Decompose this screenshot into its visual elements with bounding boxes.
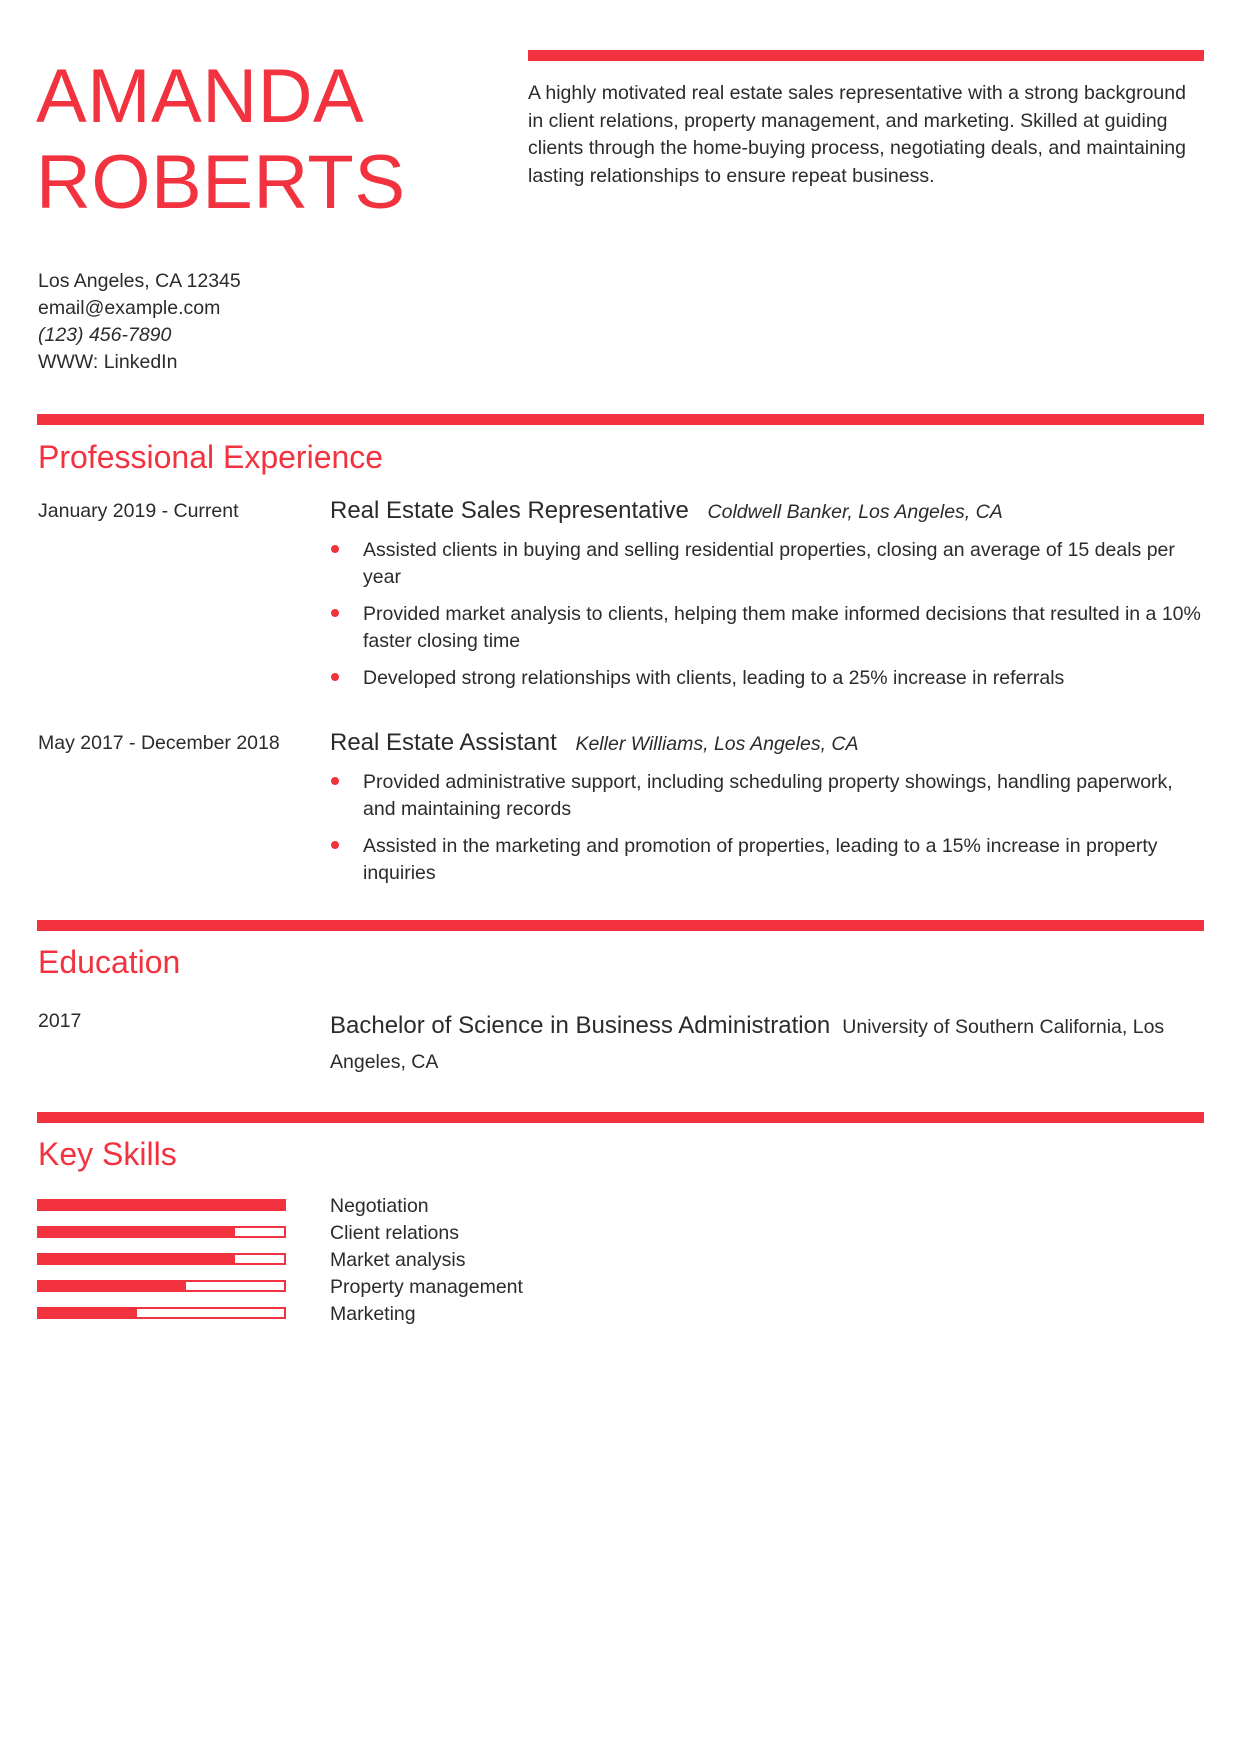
skill-level-bar [37, 1307, 286, 1319]
education-year: 2017 [38, 1010, 82, 1032]
education-details [330, 1008, 1204, 1080]
section-heading-skills: Key Skills [38, 1136, 177, 1172]
skill-row [37, 1220, 1204, 1247]
bullet-icon [331, 841, 339, 849]
section-rule-skills [37, 1112, 1204, 1123]
section-rule-experience [37, 414, 1204, 425]
section-heading-experience: Professional Experience [38, 439, 384, 475]
skill-row [37, 1247, 1204, 1274]
bullet-text: Provided administrative support, including scheduling property showings, handling paperwork, and maintaining records [363, 771, 1173, 820]
job-dates: May 2017 - December 2018 [38, 732, 280, 754]
skill-level-bar [37, 1226, 286, 1238]
bullet-icon [331, 545, 339, 553]
skill-row [37, 1274, 1204, 1301]
job-company: Keller Williams, Los Angeles, CA [575, 733, 859, 755]
skill-name: Market analysis [330, 1249, 466, 1271]
skill-name: Marketing [330, 1303, 416, 1325]
skill-name: Property management [330, 1276, 523, 1298]
contact-address: Los Angeles, CA 12345 [38, 270, 241, 292]
job-dates: January 2019 - Current [38, 500, 239, 522]
bullet-icon [331, 609, 339, 617]
header-rule [528, 50, 1204, 61]
education-school: University of Southern California, Los Angeles, CA [330, 1016, 1165, 1073]
skill-level-fill [39, 1282, 186, 1290]
job-title: Real Estate Sales Representative [330, 497, 689, 524]
bullet-text: Developed strong relationships with clients, leading to a 25% increase in referrals [363, 667, 1065, 689]
list-item [330, 665, 1204, 692]
contact-website[interactable]: WWW: LinkedIn [38, 351, 178, 373]
job-details [330, 498, 1204, 702]
professional-summary: A highly motivated real estate sales representative with a strong background in client relations, property management, and marketing. Skilled at guiding clients through the home-buying process, negotiating deals, and maintaining lasting relationships to ensure repeat business. [528, 82, 1187, 187]
last-name: ROBERTS [36, 140, 406, 225]
skill-level-fill [39, 1255, 235, 1263]
job-bullets [330, 769, 1204, 887]
job-title-line [330, 728, 1204, 759]
section-rule-education [37, 920, 1204, 931]
skills-list [37, 1193, 1204, 1328]
job-title-line [330, 496, 1204, 527]
skill-row [37, 1301, 1204, 1328]
job-details [330, 730, 1204, 897]
job-company: Coldwell Banker, Los Angeles, CA [707, 501, 1003, 523]
skill-row [37, 1193, 1204, 1220]
skill-level-fill [39, 1309, 137, 1317]
skill-level-bar [37, 1280, 286, 1292]
bullet-text: Assisted clients in buying and selling residential properties, closing an average of 15 deals per year [363, 539, 1175, 588]
candidate-name [36, 54, 496, 226]
contact-phone: (123) 456-7890 [38, 324, 172, 346]
bullet-icon [331, 777, 339, 785]
skill-name: Negotiation [330, 1195, 429, 1217]
skill-level-fill [39, 1201, 284, 1209]
section-heading-education: Education [38, 944, 181, 980]
skill-name: Client relations [330, 1222, 459, 1244]
list-item [330, 601, 1204, 655]
contact-info [38, 268, 241, 376]
bullet-text: Provided market analysis to clients, helping them make informed decisions that resulted in a 10% faster closing time [363, 603, 1201, 652]
job-bullets [330, 537, 1204, 692]
bullet-text: Assisted in the marketing and promotion of properties, leading to a 15% increase in property inquiries [363, 835, 1158, 884]
list-item [330, 537, 1204, 591]
skill-level-bar [37, 1199, 286, 1211]
job-title: Real Estate Assistant [330, 729, 557, 756]
skill-level-bar [37, 1253, 286, 1265]
list-item [330, 769, 1204, 823]
skill-level-fill [39, 1228, 235, 1236]
first-name: AMANDA [36, 54, 365, 139]
list-item [330, 833, 1204, 887]
education-degree: Bachelor of Science in Business Administration [330, 1012, 831, 1039]
contact-email[interactable]: email@example.com [38, 297, 221, 319]
bullet-icon [331, 673, 339, 681]
